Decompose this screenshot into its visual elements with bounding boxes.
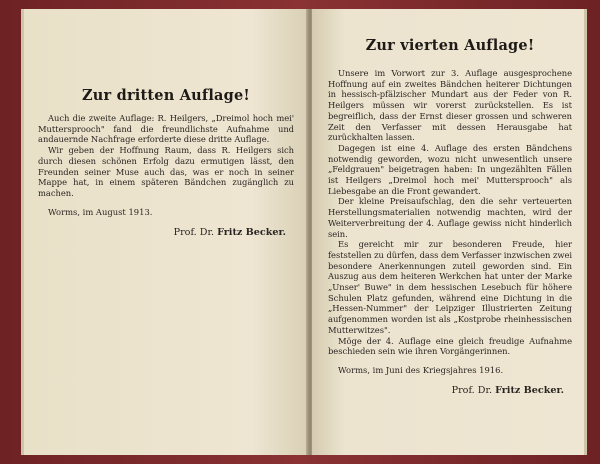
left-page [24,9,308,455]
right-paragraph: Dagegen ist eine 4. Auflage des ersten Bändchens notwendig geworden, wozu nicht unwesentlich unsere „Feldgrauen" beigetragen haben: In ungezählten Fällen ist Heilgers „Dreimol hoch mei' Muttersprooch" als Liebesgabe an die Front gewandert. [328,142,572,196]
left-paragraph: Wir geben der Hoffnung Raum, dass R. Heilgers sich durch diesen schönen Erfolg dazu ermutigen lässt, den Freunden seiner Muse auch das, was er noch in seiner Mappe hat, in einem späteren Bändchen zugänglich zu machen. [38,145,294,198]
left-page-title: Zur dritten Auflage! [82,87,250,104]
right-page-title: Zur vierten Auflage! [365,37,535,54]
right-paragraph: Der kleine Preisaufschlag, den die sehr verteuerten Herstellungsmaterialien notwendig machten, wird der Weiterverbreitung der 4. Auflage gewiss nicht hinderlich sein. [328,196,572,239]
left-place-date: Worms, im August 1913. [48,206,153,217]
right-paragraph: Möge der 4. Auflage eine gleich freudige Aufnahme beschieden sein wie ihren Vorgängerinnen. [328,335,572,357]
right-signature [328,385,572,396]
right-paragraph: Unsere im Vorwort zur 3. Auflage ausgesprochene Hoffnung auf ein zweites Bändchen heiterer Dichtungen in hessisch-pfälzischer Mundart aus der Feder von R. Heilgers müssen wir vorerst zurückstellen. Es ist begreiflich, dass der Ernst dieser grossen und schweren Zeit den Verfasser mit dessen Herausgabe hat zurückhalten lassen. [328,68,572,143]
page-edge-right [584,9,587,455]
left-signature [38,227,294,238]
left-signature-name: Fritz Becker. [217,226,286,238]
right-place-date: Worms, im Juni des Kriegsjahres 1916. [338,364,504,375]
right-signature-name: Fritz Becker. [495,384,564,396]
left-paragraph: Auch die zweite Auflage: R. Heilgers, „Dreimol hoch mei' Muttersprooch" fand die freundlichste Aufnahme und andauernde Nachfrage erforderte diese dritte Auflage. [38,113,294,145]
left-signature-prefix: Prof. Dr. [173,226,215,238]
right-paragraph: Es gereicht mir zur besonderen Freude, hier feststellen zu dürfen, dass dem Verfasser inzwischen zwei besondere Anerkennungen zuteil geworden sind. Ein Auszug aus dem heiteren Werkchen hat unter der Marke „Unser' Buwe" in dem hessischen Lesebuch für höhere Schulen Platz gefunden, während eine Dichtung in die „Hessen-Nummer" der Leipziger Illustrierten Zeitung aufgenommen worden ist als „Kostprobe rheinhessischen Mutterwitzes". [328,239,572,335]
right-page [312,9,584,455]
right-signature-prefix: Prof. Dr. [451,384,493,396]
